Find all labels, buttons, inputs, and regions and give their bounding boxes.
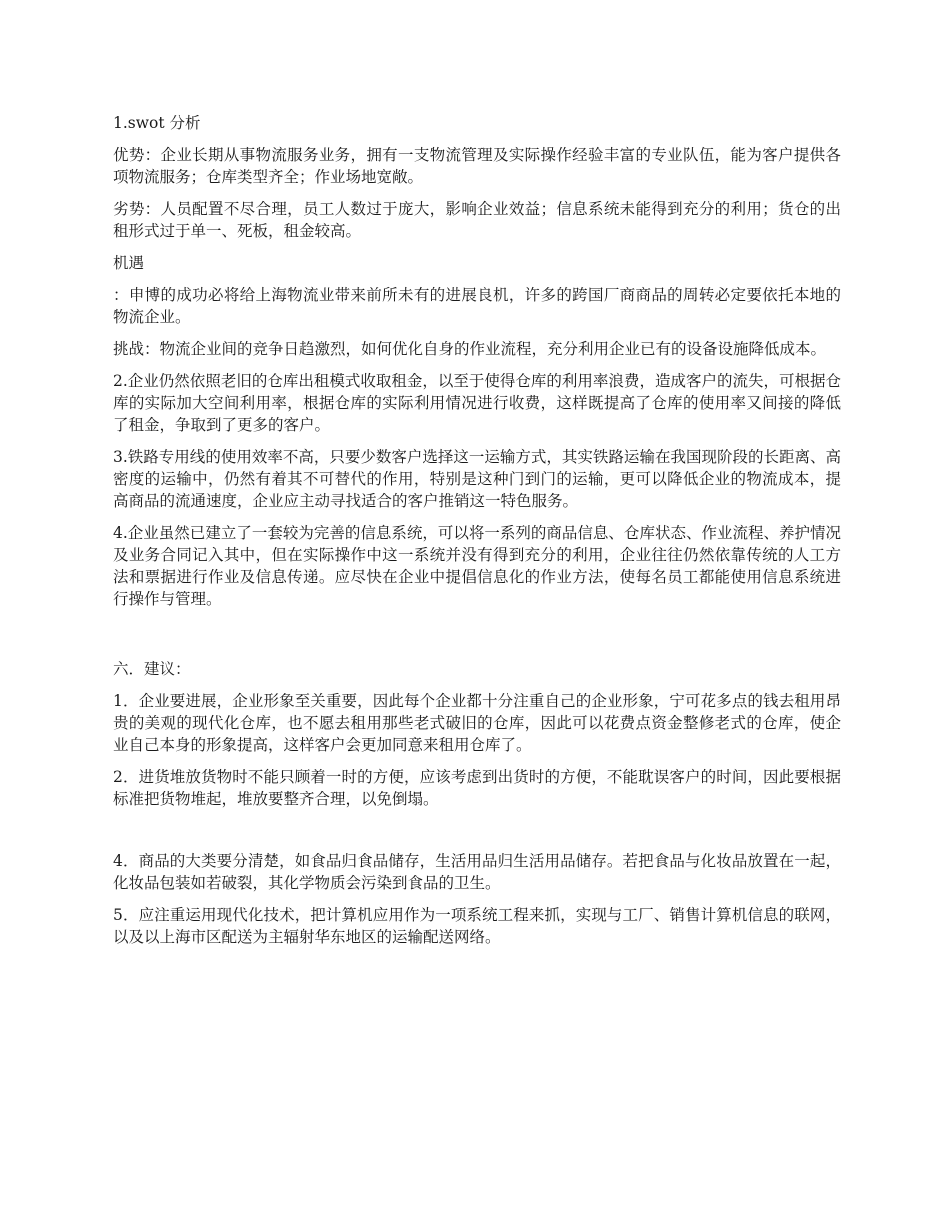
suggestion-item: 2．进货堆放货物时不能只顾着一时的方便，应该考虑到出货时的方便，不能耽误客户的时间，因此要根据标准把货物堆起，堆放要整齐合理，以免倒塌。 (113, 768, 841, 808)
strengths-paragraph: 优势：企业长期从事物流服务业务，拥有一支物流管理及实际操作经验丰富的专业队伍，能为客户提供各项物流服务；仓库类型齐全；作业场地宽敞。 (113, 146, 841, 186)
swot-heading: 1.swot 分析 (113, 114, 201, 132)
threats-paragraph: 挑战：物流企业间的竞争日趋激烈，如何优化自身的作业流程，充分利用企业已有的设备设施降低成本。 (113, 340, 827, 358)
opportunities-heading: 机遇 (113, 254, 145, 272)
suggestions-heading: 六．建议： (113, 660, 191, 678)
suggestions-spacer (113, 820, 841, 850)
suggestion-item: 1．企业要进展，企业形象至关重要，因此每个企业都十分注重自己的企业形象，宁可花多点的钱去租用昂贵的美观的现代化仓库，也不愿去租用那些老式破旧的仓库，因此可以花费点资金整修老式的仓库，使企业自己本身的形象提高，这样客户会更加同意来租用仓库了。 (113, 692, 841, 754)
section-spacer (113, 620, 841, 658)
point-4-paragraph: 4.企业虽然已建立了一套较为完善的信息系统，可以将一系列的商品信息、仓库状态、作业流程、养护情况及业务合同记入其中，但在实际操作中这一系统并没有得到充分的利用，企业往往仍然依靠传统的人工方法和票据进行作业及信息传递。应尽快在企业中提倡信息化的作业方法，使每名员工都能使用信息系统进行操作与管理。 (113, 524, 841, 608)
document-page (113, 112, 841, 958)
point-3-paragraph: 3.铁路专用线的使用效率不高，只要少数客户选择这一运输方式，其实铁路运输在我国现阶段的长距离、高密度的运输中，仍然有着其不可替代的作用，特别是这种门到门的运输，更可以降低企业的物流成本，提高商品的流通速度，企业应主动寻找适合的客户推销这一特色服务。 (113, 448, 841, 510)
point-2-paragraph: 2.企业仍然依照老旧的仓库出租模式收取租金，以至于使得仓库的利用率浪费，造成客户的流失，可根据仓库的实际加大空间利用率，根据仓库的实际利用情况进行收费，这样既提高了仓库的使用率又间接的降低了租金，争取到了更多的客户。 (113, 372, 841, 434)
suggestion-item: 5．应注重运用现代化技术，把计算机应用作为一项系统工程来抓，实现与工厂、销售计算机信息的联网，以及以上海市区配送为主辐射华东地区的运输配送网络。 (113, 906, 841, 946)
suggestion-item: 4．商品的大类要分清楚，如食品归食品储存，生活用品归生活用品储存。若把食品与化妆品放置在一起，化妆品包装如若破裂，其化学物质会污染到食品的卫生。 (113, 852, 841, 892)
weaknesses-paragraph: 劣势：人员配置不尽合理，员工人数过于庞大，影响企业效益；信息系统未能得到充分的利用；货仓的出租形式过于单一、死板，租金较高。 (113, 200, 841, 240)
opportunities-paragraph: ：申博的成功必将给上海物流业带来前所未有的进展良机，许多的跨国厂商商品的周转必定要依托本地的物流企业。 (113, 286, 841, 326)
